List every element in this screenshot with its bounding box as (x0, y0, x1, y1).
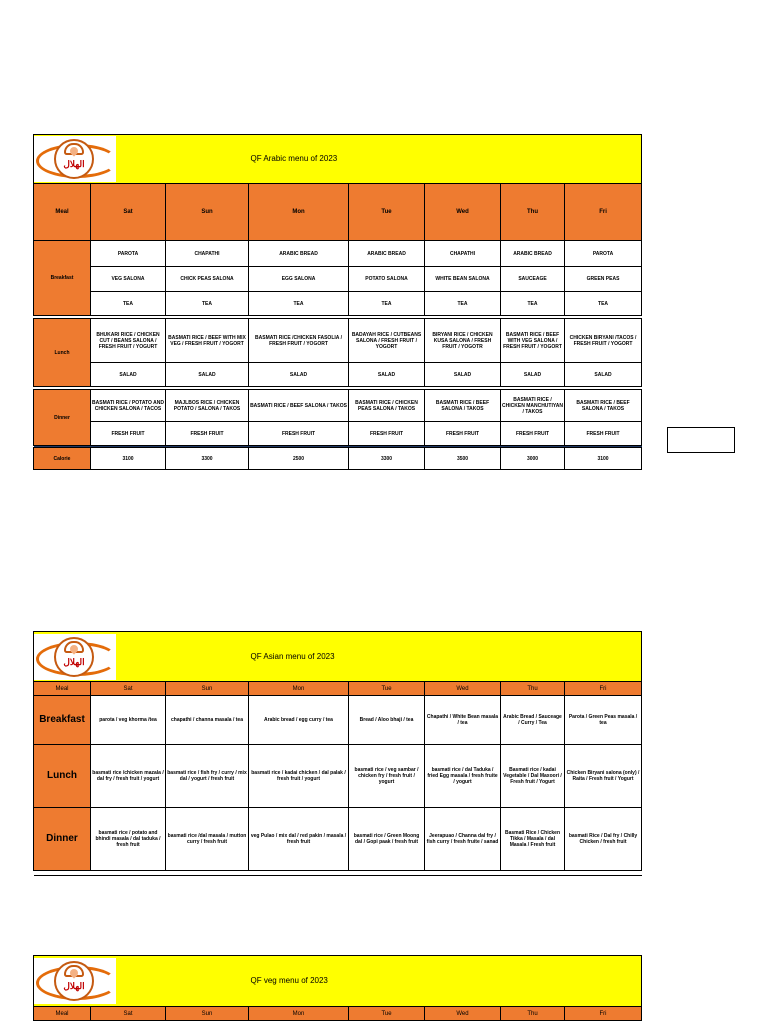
calorie-value: 2500 (249, 448, 349, 470)
menu-cell: SALAD (565, 363, 642, 387)
menu-title: QF veg menu of 2023 (166, 956, 642, 1007)
header-tue: Tue (349, 1007, 425, 1021)
menu-cell: BASMATI RICE / BEEF SALONA / TAKOS (249, 390, 349, 422)
menu-cell: SALAD (349, 363, 425, 387)
menu-cell: FRESH FRUIT (565, 422, 642, 446)
menu-cell: Arabic bread / egg curry / tea (249, 696, 349, 745)
logo-cell (34, 956, 166, 1007)
header-sat: Sat (91, 1007, 166, 1021)
menu-cell: SALAD (425, 363, 501, 387)
lunch-label: Lunch (34, 745, 91, 808)
menu-cell: PAROTA (91, 241, 166, 267)
menu-title: QF Arabic menu of 2023 (166, 135, 642, 184)
header-sat: Sat (91, 184, 166, 241)
menu-cell: FRESH FRUIT (91, 422, 166, 446)
menu-cell: MAJLBOS RICE / CHICKEN POTATO / SALONA / TAKOS (166, 390, 249, 422)
calorie-value: 3300 (166, 448, 249, 470)
menu-cell: FRESH FRUIT (501, 422, 565, 446)
menu-cell: GREEN PEAS (565, 267, 642, 292)
menu-cell: SALAD (501, 363, 565, 387)
calorie-value: 3100 (91, 448, 166, 470)
menu-cell: SALAD (91, 363, 166, 387)
menu-cell: basmati rice / veg sambar / chicken fry / fresh fruit / yogurt (349, 745, 425, 808)
menu-title: QF Asian menu of 2023 (166, 632, 642, 682)
dinner-label: Dinner (34, 390, 91, 446)
header-tue: Tue (349, 184, 425, 241)
header-thu: Thu (501, 682, 565, 696)
menu-cell: BIRYANI RICE / CHICKEN KUSA SALONA / FRESH FRUIT / YOGOTR (425, 319, 501, 363)
menu-cell: Arabic Bread / Sauceage / Curry / Tea (501, 696, 565, 745)
calorie-value: 3300 (349, 448, 425, 470)
menu-cell: Basmati rice / kadai Vegetable / Dal Maxoori / Fresh fruit / Yogurt (501, 745, 565, 808)
menu-cell: SALAD (166, 363, 249, 387)
menu-cell: basmati rice / Green Moong dal / Gopi paak / fresh fruit (349, 808, 425, 871)
menu-cell: basmati rice /dal masala / mutton curry / fresh fruit (166, 808, 249, 871)
menu-cell: BASMATI RICE / CHICKEN PEAS SALONA / TAKOS (349, 390, 425, 422)
company-logo: الهلال (34, 958, 116, 1004)
menu-cell: Chapathi / White Bean masala / tea (425, 696, 501, 745)
menu-cell: TEA (565, 292, 642, 316)
menu-cell: TEA (425, 292, 501, 316)
dinner-label: Dinner (34, 808, 91, 871)
header-thu: Thu (501, 1007, 565, 1021)
menu-cell: BASMATI RICE / BEEF SALONA / TAKOS (425, 390, 501, 422)
menu-cell: BASMATI RICE / CHICKEN MANCHUTIYAN / TAKOS (501, 390, 565, 422)
calorie-value: 3000 (501, 448, 565, 470)
menu-cell: FRESH FRUIT (166, 422, 249, 446)
menu-cell: BHUKARI RICE / CHICKEN CUT / BEANS SALONA / FRESH FRUIT / YOGURT (91, 319, 166, 363)
menu-cell: basmati rice /chicken mazala / dal fry / fresh fruit / yogurt (91, 745, 166, 808)
menu-cell: Parota / Green Peas masala / tea (565, 696, 642, 745)
menu-cell: chapathi / channa masala / tea (166, 696, 249, 745)
header-wed: Wed (425, 1007, 501, 1021)
menu-cell: parota / veg khorma /tea (91, 696, 166, 745)
header-sun: Sun (166, 682, 249, 696)
menu-cell: SAUCEAGE (501, 267, 565, 292)
menu-cell: basmati Rice / Dal fry / Chilly Chicken / fresh fruit (565, 808, 642, 871)
header-mon: Mon (249, 682, 349, 696)
menu-cell: VEG SALONA (91, 267, 166, 292)
menu-cell: POTATO SALONA (349, 267, 425, 292)
header-fri: Fri (565, 682, 642, 696)
logo-cell (34, 135, 166, 184)
menu-cell: SALAD (249, 363, 349, 387)
menu-cell: veg Pulao / mix dal / red pakin / masala / fresh fruit (249, 808, 349, 871)
menu-cell: TEA (166, 292, 249, 316)
menu-cell: FRESH FRUIT (249, 422, 349, 446)
header-sat: Sat (91, 682, 166, 696)
breakfast-label: Breakfast (34, 696, 91, 745)
menu-cell: CHAPATHI (425, 241, 501, 267)
header-sun: Sun (166, 184, 249, 241)
menu-cell: BASMATI RICE / BEEF WITH VEG SALONA / FRESH FRUIT / YOGORT (501, 319, 565, 363)
breakfast-label: Breakfast (34, 241, 91, 316)
menu-cell: BASMATI RICE / BEEF SALONA / TAKOS (565, 390, 642, 422)
menu-cell: Jeerapuao / Channa dal fry / fish curry / fresh fruite / sanad (425, 808, 501, 871)
menu-cell: basmati rice / dal Taduka / fried Egg masala / fresh fruite / yogurt (425, 745, 501, 808)
lunch-label: Lunch (34, 319, 91, 387)
header-meal: Meal (34, 1007, 91, 1021)
header-fri: Fri (565, 1007, 642, 1021)
menu-cell: BASMATI RICE / POTATO AND CHICKEN SALONA / TACOS (91, 390, 166, 422)
header-mon: Mon (249, 184, 349, 241)
menu-cell: TEA (501, 292, 565, 316)
arabic-menu-table (33, 134, 641, 470)
veg-menu-table (33, 955, 641, 1021)
menu-cell: BASMATI RICE / BEEF WITH MIX VEG / FRESH FRUIT / YOGORT (166, 319, 249, 363)
menu-cell: BASMATI RICE /CHICKEN FASOLIA / FRESH FRUIT / YOGORT (249, 319, 349, 363)
menu-cell: ARABIC BREAD (249, 241, 349, 267)
menu-cell: BADAYAH RICE / CUTBEANS SALONA / FRESH FRUIT / YOGORT (349, 319, 425, 363)
header-wed: Wed (425, 682, 501, 696)
menu-cell: basmati rice / potato and bhindi masala / dal taduka / fresh fruit (91, 808, 166, 871)
calorie-value: 3100 (565, 448, 642, 470)
menu-cell: CHICK PEAS SALONA (166, 267, 249, 292)
asian-menu-table (33, 631, 641, 876)
menu-cell: FRESH FRUIT (349, 422, 425, 446)
menu-cell: TEA (349, 292, 425, 316)
calorie-value: 3500 (425, 448, 501, 470)
menu-cell: WHITE BEAN SALONA (425, 267, 501, 292)
menu-cell: ARABIC BREAD (349, 241, 425, 267)
menu-cell: basmati rice / kadai chicken / dal palak / fresh fruit / yogurt (249, 745, 349, 808)
menu-cell: Chicken Biryani salona (only) / Raita / Fresh fruit / Yogurt (565, 745, 642, 808)
menu-cell: PAROTA (565, 241, 642, 267)
header-wed: Wed (425, 184, 501, 241)
header-meal: Meal (34, 184, 91, 241)
menu-cell: CHAPATHI (166, 241, 249, 267)
header-tue: Tue (349, 682, 425, 696)
menu-cell: basmati rice / fish fry / curry / mix dal / yogurt / fresh fruit (166, 745, 249, 808)
menu-cell: Bread / Aloo bhaji / tea (349, 696, 425, 745)
company-logo: الهلال (34, 634, 116, 680)
header-meal: Meal (34, 682, 91, 696)
company-logo: الهلال (34, 136, 116, 182)
menu-cell: FRESH FRUIT (425, 422, 501, 446)
header-thu: Thu (501, 184, 565, 241)
header-sun: Sun (166, 1007, 249, 1021)
empty-cell-box (667, 427, 735, 453)
menu-cell: ARABIC BREAD (501, 241, 565, 267)
calorie-label: Calorie (34, 448, 91, 470)
menu-cell: TEA (249, 292, 349, 316)
header-fri: Fri (565, 184, 642, 241)
menu-cell: CHICKEN BIRYANI /TACOS / FRESH FRUIT / YOGORT (565, 319, 642, 363)
menu-cell: Basmati Rice / Chicken Tikka / Masala / dal Masala / Fresh fruit (501, 808, 565, 871)
logo-cell (34, 632, 166, 682)
menu-cell: EGG SALONA (249, 267, 349, 292)
header-mon: Mon (249, 1007, 349, 1021)
menu-cell: TEA (91, 292, 166, 316)
